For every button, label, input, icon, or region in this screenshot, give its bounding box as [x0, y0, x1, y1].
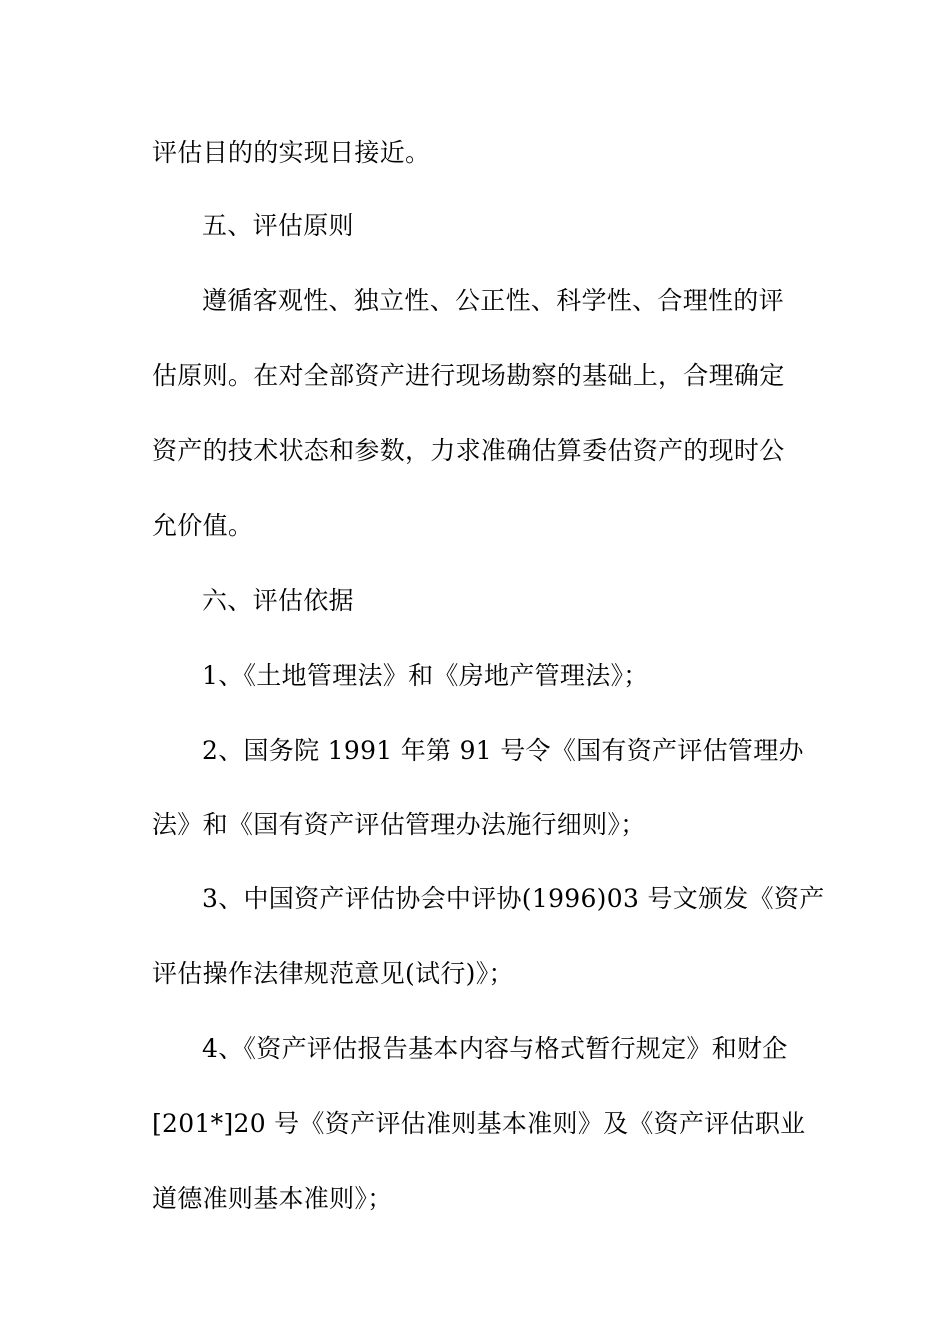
list-item: 3、中国资产评估协会中评协(1996)03 号文颁发《资产: [202, 884, 825, 913]
list-item-continuation: 道德准则基本准则》；: [152, 1184, 393, 1213]
list-item: 4、《资产评估报告基本内容与格式暂行规定》和财企: [202, 1034, 788, 1063]
list-item: 1、《土地管理法》和《房地产管理法》；: [202, 661, 649, 690]
list-item: 2、国务院 1991 年第 91 号令《国有资产评估管理办: [202, 736, 804, 765]
paragraph-line: 评估目的的实现日接近。: [152, 138, 431, 167]
list-item-continuation: 评估操作法律规范意见(试行)》；: [152, 959, 514, 988]
list-item-continuation: [201*]20 号《资产评估准则基本准则》及《资产评估职业: [152, 1109, 806, 1138]
paragraph-line: 资产的技术状态和参数，力求准确估算委估资产的现时公: [152, 436, 785, 465]
section-heading: 五、评估原则: [202, 211, 354, 240]
section-heading: 六、评估依据: [202, 586, 354, 615]
list-item-continuation: 法》和《国有资产评估管理办法施行细则》；: [152, 810, 646, 839]
paragraph-line: 估原则。在对全部资产进行现场勘察的基础上，合理确定: [152, 361, 785, 390]
paragraph-line: 遵循客观性、独立性、公正性、科学性、合理性的评: [202, 286, 784, 315]
paragraph-line: 允价值。: [152, 511, 254, 540]
